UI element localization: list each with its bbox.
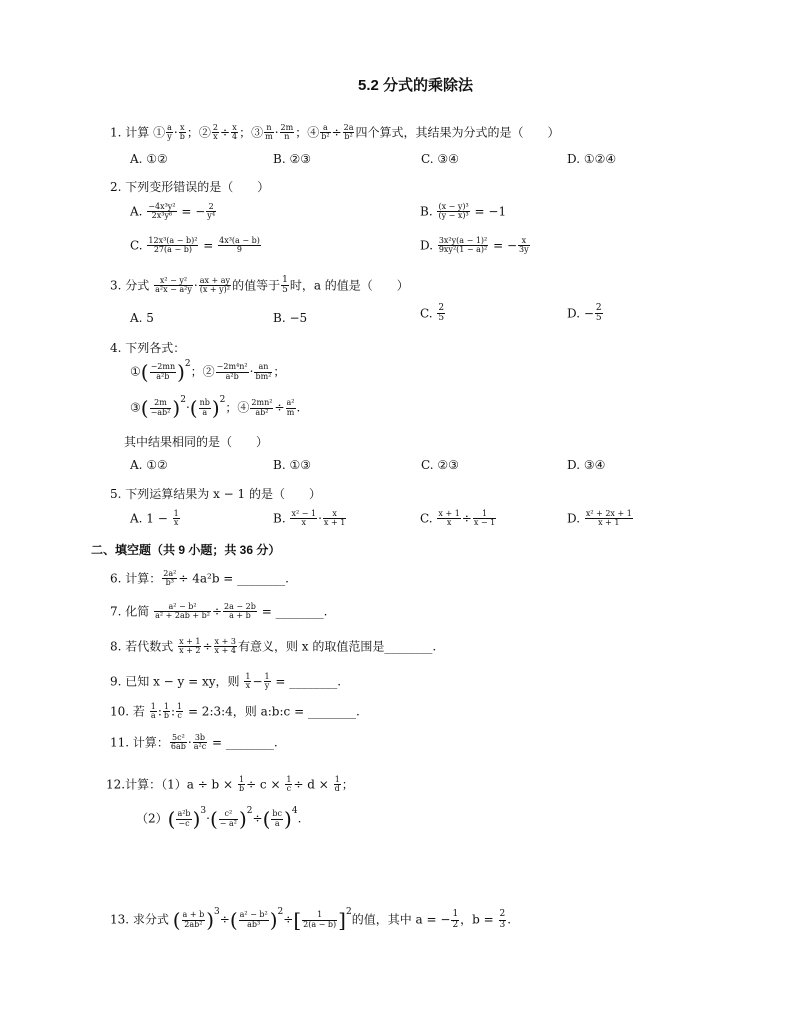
q3-option-d: D. − $\frac{2}{5}$: [567, 303, 602, 324]
q4-option-d: D. ③④: [567, 458, 606, 472]
q4-items-line-2: ③( $\frac{2m}{\text{−ab²}}$ )$^2$·( $\frac{nb}{a}$ )$^2$；④ $\frac{\text{2mn²}}{\text{ab²}}$ ÷ $\frac{\text{a²}}{m}$ .: [130, 395, 301, 420]
q2-option-a: A. $\frac{\text{−4x³y²}}{\text{2x³y⁶}}$ = − $\frac{2}{\text{y⁴}}$: [130, 202, 216, 221]
page-title: 5.2 分式的乘除法: [358, 77, 474, 94]
q2-option-d: D. $\frac{\text{3x²y(a − 1)²}}{\text{9xy²(1 − a)²}}$ = − $\frac{x}{3y}$: [420, 236, 529, 255]
q1-option-c: C. ③④: [421, 152, 459, 166]
q1-option-a: A. ①②: [130, 152, 168, 166]
q1-option-d: D. ①②④: [567, 152, 617, 166]
question-10: 10. 若 $\frac{1}{a}$ : $\frac{1}{b}$ : $\frac{1}{c}$ = 2:3:4，则 a:b:c = ________.: [110, 702, 360, 721]
q5-option-c: C. $\frac{x + 1}{x}$ ÷ $\frac{1}{x - 1}$: [420, 509, 496, 528]
question-4-stem: 4. 下列各式：: [110, 341, 186, 355]
q2-option-c: C. $\frac{\text{12x³(a − b)²}}{27(a - b)}$ = $\frac{\text{4x³(a − b)}}{9}$: [130, 236, 260, 255]
q4-items-line-1: ①( $\frac{-2mn}{\text{a²b}}$ )$^2$；② $\frac{\text{−2m⁴n²}}{\text{a²b}}$ · $\frac{an}{\text{bm²}}$ ；: [130, 359, 286, 384]
q5-option-b: B. $\frac{\text{x² − 1}}{x}$ · $\frac{x}{x + 1}$: [273, 509, 346, 528]
question-13: 13. 求分式 ( $\frac{a + b}{\text{2ab²}}$ )$^3$÷( $\frac{\text{a² − b²}}{\text{ab³}}$ )$^2$÷[ $\frac{1}{2(a - b)}$ ]$^2$的值，其中 a = − $\frac{1}{2}$ ，b = $\frac{2}{3}$ .: [110, 907, 512, 932]
section-2-heading: 二、填空题（共 9 小题；共 36 分）: [91, 543, 281, 557]
q2-option-b: B. $\frac{\text{(x − y)³}}{\text{(y − x)³}}$ = −1: [420, 202, 507, 221]
question-2-stem: 2. 下列变形错误的是（ ）: [110, 180, 270, 194]
q4-option-b: B. ①③: [273, 458, 311, 472]
question-9: 9. 已知 x − y = xy，则 $\frac{1}{x}$ − $\frac{1}{y}$ = ________.: [110, 672, 342, 691]
question-8: 8. 若代数式 $\frac{x + 1}{x + 2}$ ÷ $\frac{x + 3}{x + 4}$ 有意义，则 x 的取值范围是________.: [110, 637, 437, 656]
q5-option-d: D. $\frac{\text{x² + 2x + 1}}{x + 1}$: [567, 509, 632, 528]
question-1-stem: 1. 计算 ① $\frac{a}{y}$ · $\frac{x}{b}$ ；② $\frac{2}{x}$ ÷ $\frac{x}{4}$ ；③ $\frac{n}{m}$ · $\frac{2m}{n}$ ；④ $\frac{a}{\text{b²}}$ ÷ $\frac{2a}{\text{b²}}$ 四个算式，其结果为分式的是（ ）: [110, 123, 560, 142]
q3-option-b: B. −5: [273, 311, 308, 325]
question-12-part-1: 12.计算：（1）a ÷ b × $\frac{1}{b}$ ÷ c × $\frac{1}{c}$ ÷ d × $\frac{1}{d}$ ；: [106, 775, 354, 794]
q1-option-b: B. ②③: [273, 152, 311, 166]
question-5-stem: 5. 下列运算结果为 x − 1 的是（ ）: [110, 487, 321, 501]
q3-option-c: C. $\frac{2}{5}$: [420, 303, 445, 324]
question-7: 7. 化简 $\frac{\text{a² − b²}}{\text{a² + 2ab + b²}}$ ÷ $\frac{2a - 2b}{a + b}$ = ________.: [110, 602, 328, 621]
q4-option-a: A. ①②: [130, 458, 168, 472]
question-12-part-2: （2）( $\frac{\text{a²b}}{-c}$ )$^3$·( $\frac{\text{c²}}{\text{− a²}}$ )$^2$÷( $\frac{bc}{a}$ )$^4$.: [136, 806, 302, 831]
q5-option-a: A. 1 − $\frac{1}{x}$: [130, 509, 179, 528]
question-11: 11. 计算： $\frac{\text{5c²}}{6ab}$ · $\frac{3b}{\text{a²c}}$ = ________.: [110, 733, 278, 752]
q4-sub-question: 其中结果相同的是（ ）: [124, 435, 269, 449]
question-6: 6. 计算： $\frac{\text{2a²}}{\text{b³}}$ ÷ 4a²b = ________.: [110, 569, 289, 588]
q4-option-c: C. ②③: [421, 458, 459, 472]
q3-option-a: A. 5: [130, 311, 154, 325]
question-3-stem: 3. 分式 $\frac{\text{x² − y²}}{\text{a²x − a²y}}$ · $\frac{ax + ay}{\text{(x + y)²}}$ 的值等于 $\frac{1}{5}$ 时，a 的值是（ ）: [110, 275, 409, 296]
